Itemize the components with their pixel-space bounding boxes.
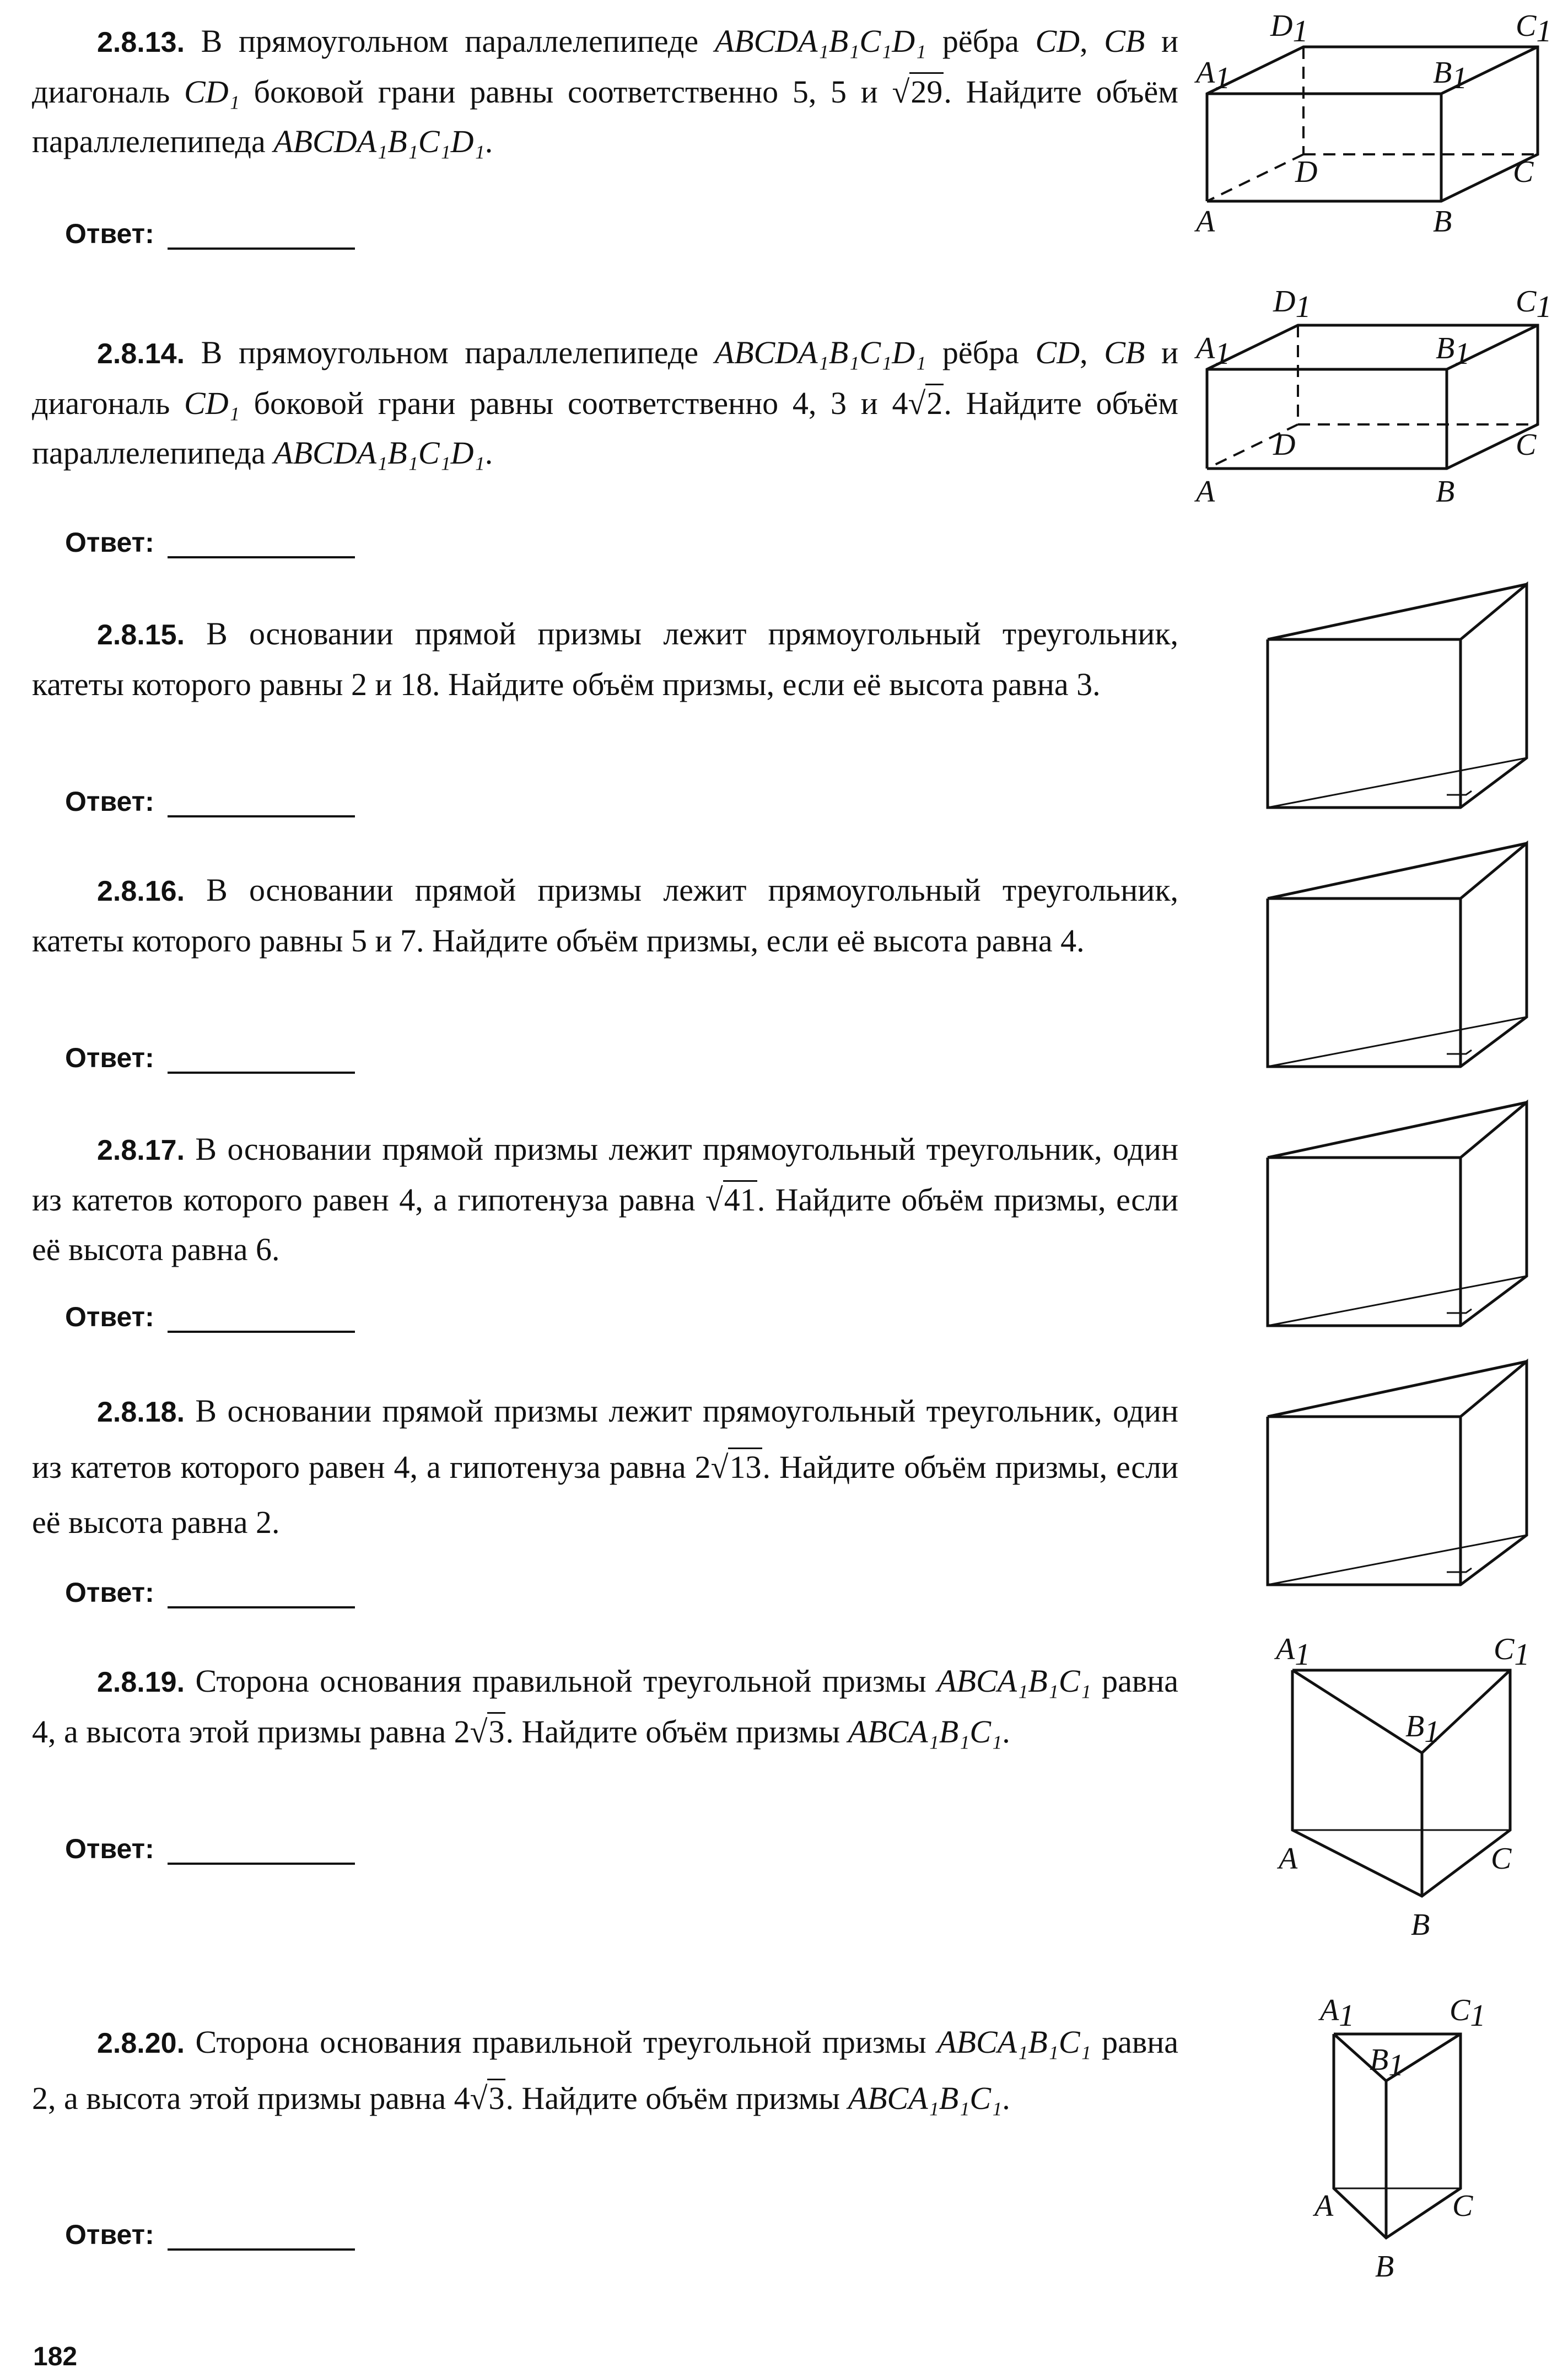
vertex-label-a1: A1: [1320, 1993, 1355, 2033]
problem-text: [32, 1384, 1178, 1550]
answer-label: Ответ:: [65, 1833, 154, 1864]
vertex-label-d: D: [1295, 155, 1318, 189]
vertex-label-c1: C1: [1494, 1632, 1530, 1672]
text-segment: .: [484, 123, 493, 159]
text-segment: и диагональ: [32, 23, 1178, 110]
figure-prism-15: [1262, 579, 1538, 819]
answer-blank[interactable]: [168, 1047, 355, 1074]
problem-2-8-13: [32, 17, 1178, 166]
vertex-label-a1: A1: [1196, 331, 1231, 371]
answer-line: [65, 218, 355, 250]
answer-blank[interactable]: [168, 1582, 355, 1608]
vertex-label-c1: C1: [1516, 9, 1552, 49]
problem-number: 2.8.20.: [97, 2027, 185, 2059]
vertex-label-b1: B1: [1405, 1709, 1440, 1749]
problem-number: 2.8.13.: [97, 26, 185, 58]
problem-2-8-14: [32, 328, 1178, 478]
problem-2-8-15: [32, 609, 1178, 709]
prism-outline: [1268, 1102, 1527, 1326]
text-segment: ,: [1080, 23, 1104, 59]
hidden-edge: [1207, 154, 1303, 201]
problem-number: 2.8.14.: [97, 338, 185, 370]
text-segment: Сторона основания правильной треугольной призмы: [195, 1663, 937, 1699]
prism-edge: [1268, 1362, 1527, 1417]
text-segment: . Найдите объём призмы, если её высота равна 2.: [32, 1449, 1179, 1540]
vertex-label-c1: C1: [1450, 1993, 1486, 2033]
problem-2-8-16: [32, 865, 1178, 966]
math-expr: ABCA₁B₁C₁: [937, 1663, 1091, 1699]
text-segment: . Найдите объём призмы: [505, 2080, 848, 2116]
problem-text: [32, 328, 1178, 478]
math-expr: ABCA₁B₁C₁: [848, 2080, 1003, 2116]
answer-blank[interactable]: [168, 532, 355, 558]
problem-text: [32, 609, 1178, 709]
text-segment: рёбра: [926, 335, 1036, 370]
sqrt-sign: √: [470, 1714, 488, 1750]
text-segment: равна 4, а высота этой призмы равна 2: [32, 1663, 1178, 1750]
problem-text: [32, 17, 1178, 166]
vertex-label-d1: D1: [1270, 9, 1308, 49]
figure-parallelepiped-13: [1185, 6, 1552, 251]
vertex-label-b: B: [1375, 2250, 1394, 2284]
answer-label: Ответ:: [65, 2219, 154, 2250]
math-expr: CD₁: [184, 74, 240, 110]
math-expr: ABCDA₁B₁C₁D₁: [273, 435, 485, 471]
hidden-edge: [1268, 758, 1527, 808]
hidden-edge: [1268, 1535, 1527, 1585]
radicand: 2: [925, 384, 944, 421]
text-segment: В основании прямой призмы лежит прямоугольный треугольник, катеты которого равны 5 и 7. Найдите объём призмы, если её высота равна 4.: [32, 872, 1179, 959]
text-segment: рёбра: [926, 23, 1036, 59]
sqrt-sign: √: [710, 1449, 729, 1485]
radicand: 13: [728, 1448, 762, 1485]
math-expr: ABCDA₁B₁C₁D₁: [714, 335, 926, 370]
text-segment: В основании прямой призмы лежит прямоугольный треугольник, один из катетов которого равен 4, а гипотенуза равна 2: [32, 1393, 1179, 1485]
text-segment: ,: [1080, 335, 1104, 370]
sqrt-sign: √: [892, 74, 910, 110]
math-expr: CD: [1035, 23, 1080, 59]
text-segment: В прямоугольном параллелепипеде: [201, 23, 715, 59]
vertex-label-a1: A1: [1276, 1632, 1311, 1672]
answer-blank[interactable]: [168, 223, 355, 250]
prism-edge: [1292, 1670, 1422, 1753]
answer-line: [65, 1042, 355, 1074]
problem-2-8-18: [32, 1384, 1178, 1550]
vertex-label-a1: A1: [1196, 56, 1231, 95]
sqrt-sign: √: [470, 2080, 488, 2116]
answer-label: Ответ:: [65, 1577, 154, 1608]
answer-line: [65, 1301, 355, 1333]
text-segment: боковой грани равны соответственно 4, 3 и 4: [239, 385, 908, 421]
problem-number: 2.8.17.: [97, 1134, 185, 1166]
problem-number: 2.8.19.: [97, 1666, 185, 1698]
answer-blank[interactable]: [168, 1306, 355, 1333]
math-expr: ABCA₁B₁C₁: [937, 2024, 1091, 2060]
text-segment: В основании прямой призмы лежит прямоугольный треугольник, один из катетов которого равен 4, а гипотенуза равна: [32, 1131, 1179, 1218]
math-expr: CD₁: [184, 385, 240, 421]
parallelepiped-diagram: [1185, 6, 1552, 248]
vertex-label-c: C: [1452, 2189, 1473, 2223]
text-segment: . Найдите объём призмы, если её высота равна 6.: [32, 1182, 1179, 1267]
text-segment: .: [1002, 2080, 1010, 2116]
text-segment: Сторона основания правильной треугольной призмы: [195, 2024, 937, 2060]
prism-outline: [1268, 1362, 1527, 1585]
vertex-label-b: B: [1436, 475, 1455, 509]
answer-line: [65, 785, 355, 817]
math-expr: CB: [1104, 23, 1145, 59]
box-outline: [1207, 325, 1538, 469]
vertex-label-a: A: [1196, 205, 1215, 239]
vertex-label-c: C: [1491, 1842, 1512, 1876]
vertex-label-d1: D1: [1273, 284, 1311, 324]
answer-blank[interactable]: [168, 791, 355, 817]
answer-blank[interactable]: [168, 2224, 355, 2251]
text-segment: и диагональ: [32, 335, 1178, 421]
vertex-label-d: D: [1273, 428, 1296, 462]
parallelepiped-diagram: [1185, 276, 1552, 518]
vertex-label-c1: C1: [1516, 284, 1552, 324]
text-segment: .: [1002, 1714, 1010, 1750]
answer-line: [65, 2219, 355, 2251]
answer-label: Ответ:: [65, 218, 154, 249]
vertex-label-b: B: [1411, 1908, 1430, 1942]
answer-line: [65, 1833, 355, 1865]
figure-prism-16: [1262, 838, 1538, 1078]
hidden-edge: [1268, 1276, 1527, 1326]
problem-number: 2.8.16.: [97, 875, 185, 907]
answer-label: Ответ:: [65, 786, 154, 817]
vertex-label-b: B: [1433, 205, 1452, 239]
problem-2-8-20: [32, 2015, 1178, 2126]
radicand: 29: [909, 72, 944, 110]
right-prism-diagram: [1262, 1097, 1538, 1334]
vertex-label-b1: B1: [1433, 56, 1468, 95]
figure-regular-prism-20: [1306, 1982, 1516, 2293]
text-segment: В основании прямой призмы лежит прямоугольный треугольник, катеты которого равны 2 и 18. Найдите объём призмы, если её высота равна 3.: [32, 616, 1179, 702]
math-expr: ABCDA₁B₁C₁D₁: [273, 123, 485, 159]
text-segment: В прямоугольном параллелепипеде: [201, 335, 715, 370]
problem-text: [32, 865, 1178, 966]
problem-text: [32, 2015, 1178, 2126]
text-segment: .: [484, 435, 493, 471]
prism-outline: [1268, 843, 1527, 1067]
problem-text: [32, 1124, 1178, 1274]
text-segment: боковой грани равны соответственно 5, 5 и: [239, 74, 892, 110]
prism-edge: [1268, 1102, 1527, 1158]
text-segment: . Найдите объём параллелепипеда: [32, 385, 1178, 471]
problem-2-8-17: [32, 1124, 1178, 1274]
math-expr: CD: [1035, 335, 1080, 370]
vertex-label-b1: B1: [1436, 331, 1470, 371]
answer-line: [65, 1576, 355, 1608]
answer-label: Ответ:: [65, 527, 154, 558]
prism-edge: [1268, 843, 1527, 898]
math-expr: ABCDA₁B₁C₁D₁: [714, 23, 926, 59]
sqrt-sign: √: [705, 1182, 723, 1218]
prism-edge: [1268, 584, 1527, 639]
radicand: 3: [487, 1712, 505, 1750]
right-prism-diagram: [1262, 838, 1538, 1075]
text-segment: равна 2, а высота этой призмы равна 4: [32, 2024, 1178, 2116]
figure-prism-18: [1262, 1356, 1538, 1596]
vertex-label-b1: B1: [1370, 2043, 1404, 2083]
vertex-label-a: A: [1314, 2189, 1334, 2223]
answer-label: Ответ:: [65, 1042, 154, 1073]
math-expr: CB: [1104, 335, 1145, 370]
answer-line: [65, 526, 355, 558]
prism-outline: [1292, 1670, 1510, 1896]
vertex-label-a: A: [1279, 1842, 1298, 1876]
page-number: 182: [33, 2342, 78, 2371]
right-prism-diagram: [1262, 1356, 1538, 1593]
answer-blank[interactable]: [168, 1838, 355, 1865]
text-segment: . Найдите объём параллелепипеда: [32, 74, 1178, 159]
problem-text: [32, 1656, 1178, 1757]
vertex-label-a: A: [1196, 475, 1215, 509]
problem-number: 2.8.15.: [97, 619, 185, 651]
regular-prism-diagram: [1268, 1626, 1554, 1946]
math-expr: ABCA₁B₁C₁: [848, 1714, 1003, 1750]
vertex-label-c: C: [1513, 155, 1534, 189]
radicand: 3: [487, 2079, 505, 2116]
radicand: 41: [723, 1180, 757, 1218]
figure-regular-prism-19: [1268, 1626, 1554, 1949]
text-segment: . Найдите объём призмы: [505, 1714, 848, 1750]
problem-2-8-19: [32, 1656, 1178, 1757]
vertex-label-c: C: [1516, 428, 1537, 462]
answer-label: Ответ:: [65, 1301, 154, 1332]
prism-outline: [1268, 584, 1527, 808]
hidden-edge: [1268, 1017, 1527, 1067]
right-prism-diagram: [1262, 579, 1538, 816]
figure-parallelepiped-14: [1185, 276, 1552, 521]
problem-number: 2.8.18.: [97, 1396, 185, 1428]
sqrt-sign: √: [908, 385, 926, 421]
figure-prism-17: [1262, 1097, 1538, 1337]
regular-prism-diagram: [1306, 1982, 1516, 2290]
